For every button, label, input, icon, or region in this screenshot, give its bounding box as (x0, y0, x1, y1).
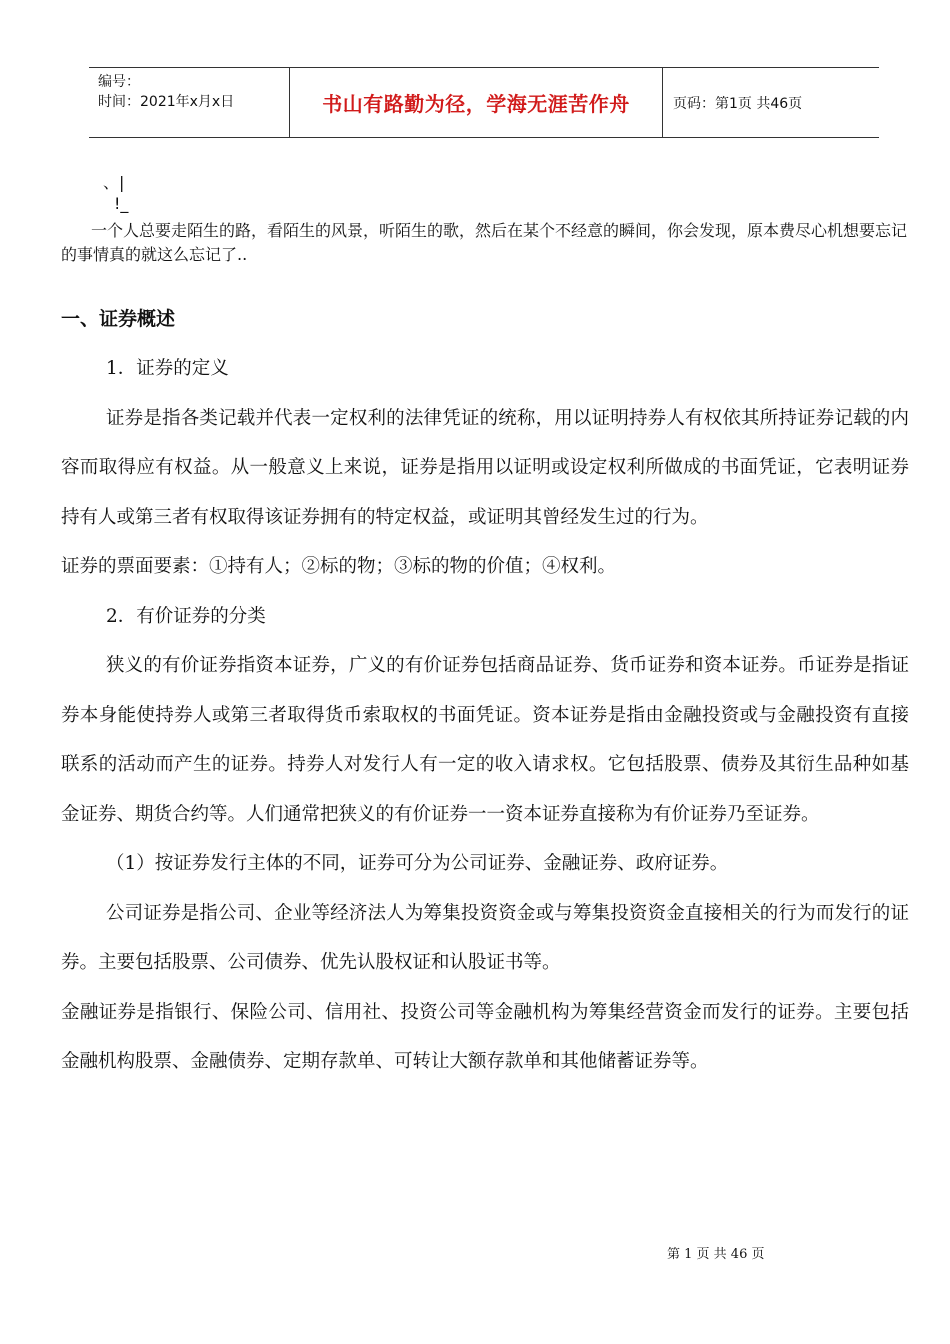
paragraph: 公司证券是指公司、企业等经济法人为筹集投资资金或与筹集投资资金直接相关的行为而发行的证券。主要包括股票、公司债券、优先认股权证和认股证书等。 (61, 902, 909, 973)
paragraph: 证券是指各类记载并代表一定权利的法律凭证的统称，用以证明持券人有权依其所持证券记载的内容而取得应有权益。从一般意义上来说，证券是指用以证明或设定权利所做成的书面凭证，它表明证券持有人或第三者有权取得该证券拥有的特定权益，或证明其曾经发生过的行为。 (61, 407, 909, 528)
body-text (61, 344, 909, 1087)
intro-text: 一个人总要走陌生的路，看陌生的风景，听陌生的歌，然后在某个不经意的瞬间，你会发现，原本费尽心机想要忘记的事情真的就这么忘记了.. (61, 221, 908, 264)
header-motto: 书山有路勤为径，学海无涯苦作舟 (290, 68, 663, 137)
paragraph: （1）按证券发行主体的不同，证券可分为公司证券、金融证券、政府证券。 (106, 853, 729, 874)
time-label: 时间：2021年x月x日 (98, 94, 235, 110)
section-title: 一、证券概述 (61, 308, 176, 330)
stray-mark-1: 、| (103, 173, 125, 192)
page-header (89, 67, 879, 138)
subheading-classification: 2．有价证券的分类 (106, 605, 266, 627)
paragraph: 金融证券是指银行、保险公司、信用社、投资公司等金融机构为筹集经营资金而发行的证券。主要包括金融机构股票、金融债券、定期存款单、可转让大额存款单和其他储蓄证券等。 (61, 1001, 909, 1072)
subheading-definition: 1．证券的定义 (106, 358, 229, 379)
header-meta (89, 68, 290, 137)
paragraph: 狭义的有价证券指资本证券，广义的有价证券包括商品证券、货币证券和资本证券。币证券是指证券本身能使持券人或第三者取得货币索取权的书面凭证。资本证券是指由金融投资或与金融投资有直接联系的活动而产生的证券。持券人对发行人有一定的收入请求权。它包括股票、债券及其衍生品种如基金证券、期货合约等。人们通常把狭义的有价证券一一资本证券直接称为有价证券乃至证券。 (61, 655, 909, 825)
paragraph: 证券的票面要素：①持有人；②标的物；③标的物的价值；④权利。 (61, 556, 617, 577)
stray-mark-2: !_ (114, 194, 129, 213)
page-footer: 第 1 页 共 46 页 (667, 1247, 765, 1262)
number-label: 编号： (98, 74, 140, 90)
header-page-label: 页码：第1页 共46页 (673, 95, 803, 112)
